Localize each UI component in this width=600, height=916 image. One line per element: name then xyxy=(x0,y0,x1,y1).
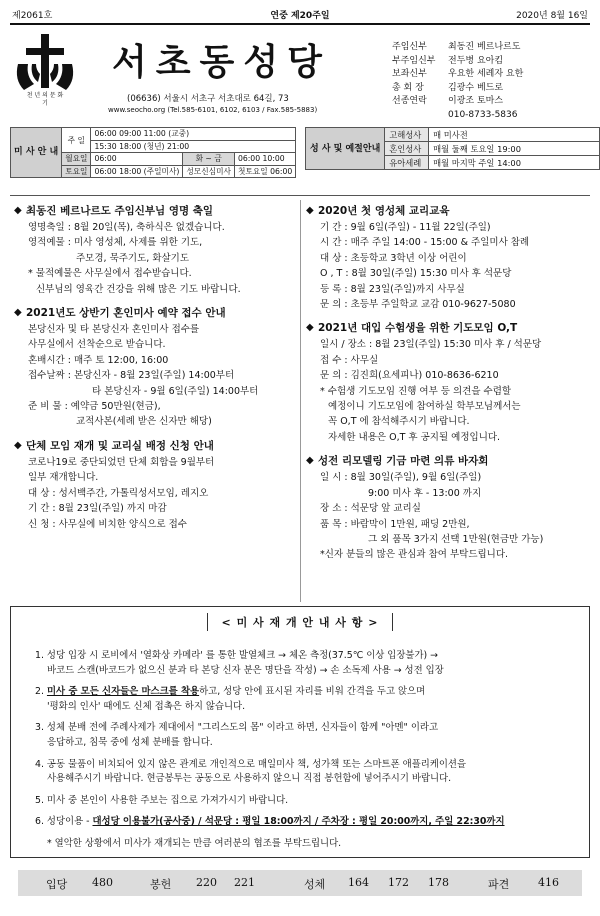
notice-item xyxy=(35,649,580,678)
announcement-line: 교적사본(세례 받은 신자만 해당) xyxy=(76,416,212,428)
announcement-line: O , T : 8월 30일(주일) 15:30 미사 후 석문당 xyxy=(320,268,512,280)
announcement-section xyxy=(306,203,594,312)
notice-footnote: * 열악한 상황에서 미사가 재개되는 만큼 여러분의 협조를 부탁드립니다. xyxy=(47,837,342,849)
staff-row xyxy=(392,55,592,69)
announcement-line: 타 본당신자 - 9월 6일(주일) 14:00부터 xyxy=(92,385,259,397)
column-divider xyxy=(300,200,301,602)
announcement-title-text: 2021년 대입 수험생을 위한 기도모임 O,T xyxy=(318,322,518,335)
announcement-line: 영명축일 : 8월 20일(목), 축하식은 없겠습니다. xyxy=(28,222,225,233)
announcement-line: 사무실에서 선착순으로 받습니다. xyxy=(28,339,166,351)
mass-schedule-header: 미 사 안 내 xyxy=(11,128,62,178)
staff-phone: 010-8733-5836 xyxy=(448,109,518,120)
sacrament-desc: 매월 둘째 토요일 19:00 xyxy=(429,142,600,156)
staff-name: 김광수 베드로 xyxy=(448,82,504,93)
sunday-times-2: 15:30 18:00 (청년) 21:00 xyxy=(91,140,296,153)
announcement-line: *신자 분들의 많은 관심과 참여 부탁드립니다. xyxy=(320,549,509,561)
notice-item xyxy=(35,721,580,750)
saturday-label: 토요일 xyxy=(62,165,91,178)
notice-title-wrap xyxy=(11,613,589,631)
diamond-bullet-icon: ◆ xyxy=(306,455,314,467)
dismissal-count: 416 xyxy=(538,876,559,889)
sacrament-kind: 유아세례 xyxy=(385,156,429,170)
announcement-title xyxy=(306,203,594,219)
announcement-line: 예정이니 기도모임에 참여하실 학부모님께서는 xyxy=(328,401,521,413)
announcement-line: 문 의 : 초등부 주일학교 교감 010-9627-5080 xyxy=(320,299,516,311)
notice-emphasis: 미사 중 모든 신자들은 마스크를 착용 xyxy=(46,686,200,698)
church-logo-icon xyxy=(14,34,76,118)
announcement-line: 대 상 : 초등학교 3학년 이상 어린이 xyxy=(320,252,467,264)
announcement-title xyxy=(14,203,296,219)
staff-role: 총 회 장 xyxy=(392,82,424,93)
announcement-line: 준 비 물 : 예약금 50만원(현금), xyxy=(28,401,161,413)
sacraments-table xyxy=(305,127,600,170)
entry-count: 480 xyxy=(92,876,113,889)
announcement-line: 문 의 : 김진희(요세피나) 010-8636-6210 xyxy=(320,370,499,382)
tue-fri-time: 06:00 10:00 xyxy=(234,153,295,166)
notice-line: 4. 공동 물품이 비치되어 있지 않은 관계로 개인적으로 매일미사 책, 성가책 또는 스마트폰 애플리케이션을 xyxy=(35,758,467,770)
diamond-bullet-icon: ◆ xyxy=(14,205,22,216)
staff-list xyxy=(392,41,592,122)
announcement-line: 꼭 O,T 에 참석해주시기 바랍니다. xyxy=(328,416,470,428)
notice-title: < 미 사 재 개 안 내 사 항 > xyxy=(207,613,394,631)
monday-label: 월요일 xyxy=(62,153,91,166)
offering-count-2: 221 xyxy=(234,876,255,889)
bulletin-date: 2020년 8월 16일 xyxy=(516,11,588,21)
attendance-stats-bar xyxy=(18,870,582,896)
sacrament-kind: 고해성사 xyxy=(385,128,429,142)
staff-name: 우요한 세례자 요한 xyxy=(448,69,524,79)
announcement-line: 기 간 : 9월 6일(주일) - 11월 22일(주일) xyxy=(320,222,491,233)
announcement-line: 등 록 : 8월 23일(주일)까지 사무실 xyxy=(320,283,465,295)
notice-text: 하고, 성당 안에 표시된 자리를 비워 간격을 두고 앉으며 xyxy=(199,686,426,698)
notice-line: 1. 성당 입장 시 로비에서 '열화상 카메라' 를 통한 발열체크 → 체온 측정(37.5℃ 이상 입장불가) → xyxy=(35,650,439,661)
first-saturday-time: 첫토요일 06:00 xyxy=(234,165,295,178)
announcement-title-text: 단체 모임 재개 및 교리실 배정 신청 안내 xyxy=(26,439,214,452)
mass-schedule-table xyxy=(10,127,296,178)
notice-body xyxy=(35,649,580,852)
staff-role: 주임신부 xyxy=(392,42,427,52)
notice-line: '평화의 인사' 때에도 신체 접촉은 하지 않습니다. xyxy=(47,700,246,712)
announcement-line: 품 목 : 바람막이 1만원, 패딩 2만원, xyxy=(320,518,470,530)
logo-caption: 천 년 의 문 화 기 xyxy=(26,92,64,107)
announcement-line: * 물적예물은 사무실에서 접수받습니다. xyxy=(28,268,192,280)
church-address: (06636) 서울시 서초구 서초대로 64길, 73 xyxy=(127,94,289,104)
monday-time: 06:00 xyxy=(91,153,183,166)
announcement-section xyxy=(306,453,594,562)
announcement-title xyxy=(306,453,594,469)
sacrament-desc: 매월 마지막 주일 14:00 xyxy=(429,156,600,170)
announcement-line: 본당신자 및 타 본당신자 혼인미사 접수를 xyxy=(28,324,200,336)
announcement-line: 일시 / 장소 : 8월 23일(주일) 15:30 미사 후 / 석문당 xyxy=(320,339,542,351)
announcement-line: 그 외 품목 3가지 선택 1만원(현금만 가능) xyxy=(368,533,544,545)
communion-count-3: 178 xyxy=(428,876,449,889)
top-rule xyxy=(10,23,590,25)
church-name: 서초동성당 xyxy=(112,42,331,83)
sunday-label: 주 일 xyxy=(62,128,91,153)
announcement-line: 영적예물 : 미사 영성체, 사제를 위한 기도, xyxy=(28,237,203,249)
notice-emphasis: 대성당 이용불가(공사중) / 석문당 : 평일 18:00까지 / 주차장 : 평일 20:00까지, 주일 22:30까지 xyxy=(92,816,505,828)
announcement-title-text: 2021년도 상반기 혼인미사 예약 접수 안내 xyxy=(26,307,226,320)
offering-label: 봉헌 xyxy=(150,878,172,891)
announcement-line: 기 간 : 8월 23일(주일) 까지 마감 xyxy=(28,503,167,515)
notice-item xyxy=(35,794,580,809)
sacrament-desc: 매 미사전 xyxy=(429,128,600,142)
diamond-bullet-icon: ◆ xyxy=(14,439,22,451)
saturday-marian-mass: 성모신심미사 xyxy=(183,165,235,178)
section-separator xyxy=(10,195,590,196)
saturday-time: 06:00 18:00 (주일미사) xyxy=(91,165,183,178)
notice-line: 3. 성체 분배 전에 주례사제가 제대에서 "그리스도의 몸" 이라고 하면, 신자들이 함께 "아멘" 이라고 xyxy=(35,722,438,734)
notice-line: 사용해주시기 바랍니다. 현금봉투는 공동으로 사용하지 않으니 직접 봉헌함에 넣어주시기 바랍니다. xyxy=(47,773,452,785)
notice-line xyxy=(35,685,580,700)
staff-row xyxy=(392,95,592,109)
communion-label: 성체 xyxy=(304,878,326,891)
announcement-line: 시 간 : 매주 주일 14:00 - 15:00 & 주일미사 참례 xyxy=(320,237,530,249)
announcement-title-text: 2020년 첫 영성체 교리교육 xyxy=(318,205,450,217)
notice-item xyxy=(35,758,580,787)
sunday-times-1: 06:00 09:00 11:00 (교중) xyxy=(91,128,296,141)
announcement-line: 코로나19로 중단되었던 단체 회합을 9월부터 xyxy=(28,456,215,468)
announcement-line: 9:00 미사 후 - 13:00 까지 xyxy=(368,487,482,499)
diamond-bullet-icon: ◆ xyxy=(306,205,314,216)
staff-role: 보좌신부 xyxy=(392,69,427,79)
tue-fri-label: 화 ~ 금 xyxy=(183,153,235,166)
notice-item xyxy=(35,815,580,830)
diamond-bullet-icon: ◆ xyxy=(306,322,314,334)
announcement-line: 주모경, 묵주기도, 화살기도 xyxy=(76,252,190,264)
announcement-title xyxy=(14,305,296,321)
notice-text: 2. xyxy=(35,686,47,698)
liturgical-season: 연중 제20주일 xyxy=(270,11,330,21)
notice-item xyxy=(35,685,580,714)
staff-row xyxy=(392,41,592,55)
communion-count-1: 164 xyxy=(348,876,369,889)
staff-name: 최동진 베르나르도 xyxy=(448,42,521,52)
notice-line: 바코드 스캔(바코드가 없으신 분과 타 본당 신자 분은 명단을 작성) → 손 소독제 사용 → 성전 입장 xyxy=(47,664,444,676)
notice-line: 응답하고, 침묵 중에 성체 분배를 합니다. xyxy=(47,736,213,748)
sacraments-header: 성 사 및 예절안내 xyxy=(306,128,385,170)
announcement-section xyxy=(14,305,296,430)
staff-name: 전두병 요아킴 xyxy=(448,55,504,66)
diamond-bullet-icon: ◆ xyxy=(14,307,22,319)
announcement-line: 신 청 : 사무실에 비치한 양식으로 접수 xyxy=(28,518,187,530)
announcement-line: 혼배시간 : 매주 토 12:00, 16:00 xyxy=(28,354,169,366)
announcement-line: 일 시 : 8월 30일(주일), 9월 6일(주일) xyxy=(320,472,482,484)
staff-role: 부주임신부 xyxy=(392,55,436,66)
issue-number: 제2061호 xyxy=(12,11,53,21)
announcement-section xyxy=(14,203,296,297)
announcement-line: * 수험생 기도모임 진행 여부 등 의견을 수렴할 xyxy=(320,385,512,397)
announcement-line: 신부님의 영육간 건강을 위해 많은 기도 바랍니다. xyxy=(36,283,241,295)
sacrament-kind: 혼인성사 xyxy=(385,142,429,156)
announcement-title xyxy=(306,320,594,336)
offering-count-1: 220 xyxy=(196,876,217,889)
right-announcements xyxy=(306,203,594,571)
notice-line xyxy=(35,815,580,830)
left-announcements xyxy=(14,203,296,540)
church-website-contact: www.seocho.org (Tel.585-6101, 6102, 6103 / Fax.585-5883) xyxy=(108,106,318,114)
announcement-line: 접 수 : 사무실 xyxy=(320,354,379,366)
top-info-line xyxy=(0,8,600,22)
announcement-section xyxy=(14,438,296,532)
dismissal-label: 파견 xyxy=(488,878,510,891)
staff-row xyxy=(392,82,592,96)
notice-line: 5. 미사 중 본인이 사용한 주보는 집으로 가져가시기 바랍니다. xyxy=(35,794,289,806)
staff-row xyxy=(392,68,592,82)
mass-resumption-notice xyxy=(10,606,590,858)
announcement-line: 자세한 내용은 O,T 후 공지될 예정입니다. xyxy=(328,431,501,443)
announcement-line: 접수날짜 : 본당신자 - 8월 23일(주일) 14:00부터 xyxy=(28,370,235,382)
announcement-title xyxy=(14,438,296,454)
announcement-title-text: 최동진 베르나르도 주임신부님 영명 축일 xyxy=(26,205,214,217)
announcement-line: 장 소 : 석문당 앞 교리실 xyxy=(320,503,421,515)
announcement-line: 대 상 : 성서백주간, 가톨릭성서모임, 레지오 xyxy=(28,487,209,499)
announcement-line: 일부 재개합니다. xyxy=(28,472,99,484)
announcement-title-text: 성전 리모델링 기금 마련 의류 바자회 xyxy=(318,455,489,468)
communion-count-2: 172 xyxy=(388,876,409,889)
entry-label: 입당 xyxy=(46,878,68,891)
notice-text: 6. 성당이용 - xyxy=(35,816,93,828)
staff-role: 선종연락 xyxy=(392,96,427,106)
staff-name: 이광조 토마스 xyxy=(448,96,504,106)
announcement-section xyxy=(306,320,594,445)
